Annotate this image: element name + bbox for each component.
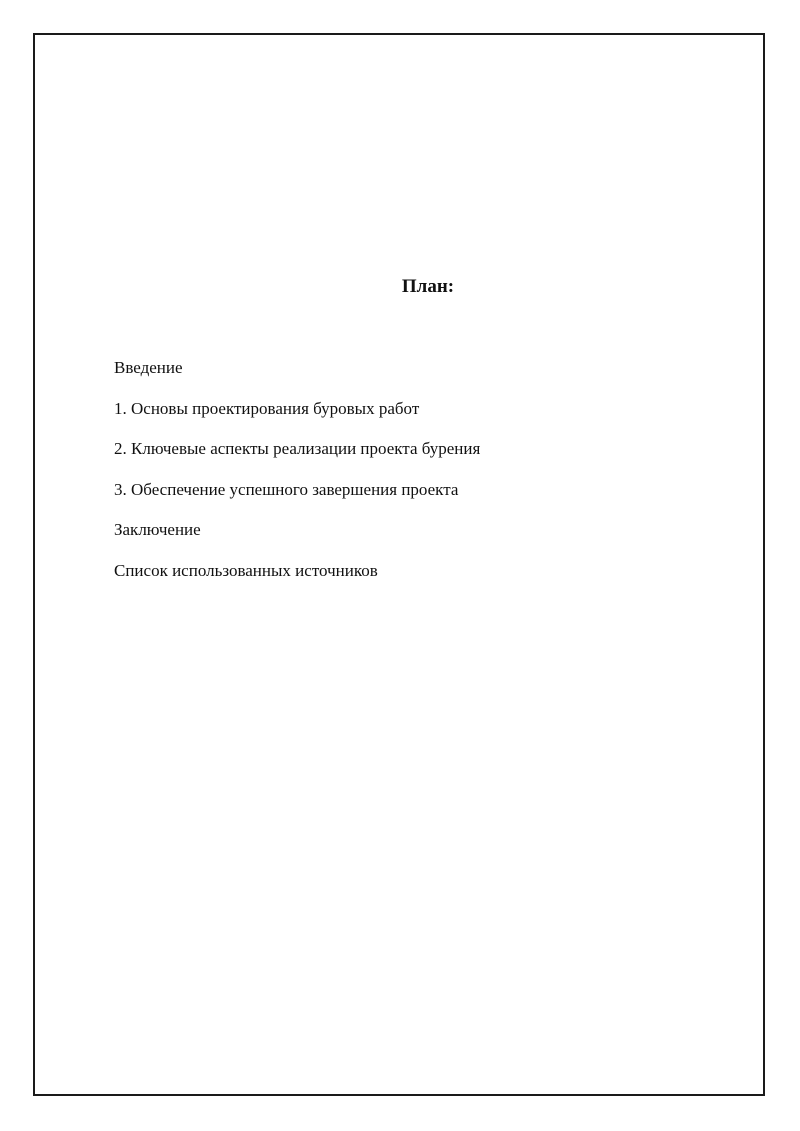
table-of-contents bbox=[114, 348, 480, 591]
toc-item-conclusion: Заключение bbox=[114, 520, 201, 539]
toc-item-chapter-2: 2. Ключевые аспекты реализации проекта бурения bbox=[114, 439, 481, 458]
toc-item-chapter-3: 3. Обеспечение успешного завершения проекта bbox=[114, 479, 459, 499]
toc-item-chapter-1: 1. Основы проектирования буровых работ bbox=[114, 398, 420, 418]
toc-item-references: Список использованных источников bbox=[114, 560, 378, 580]
plan-title: План: bbox=[401, 276, 455, 297]
toc-item-introduction: Введение bbox=[114, 358, 183, 377]
